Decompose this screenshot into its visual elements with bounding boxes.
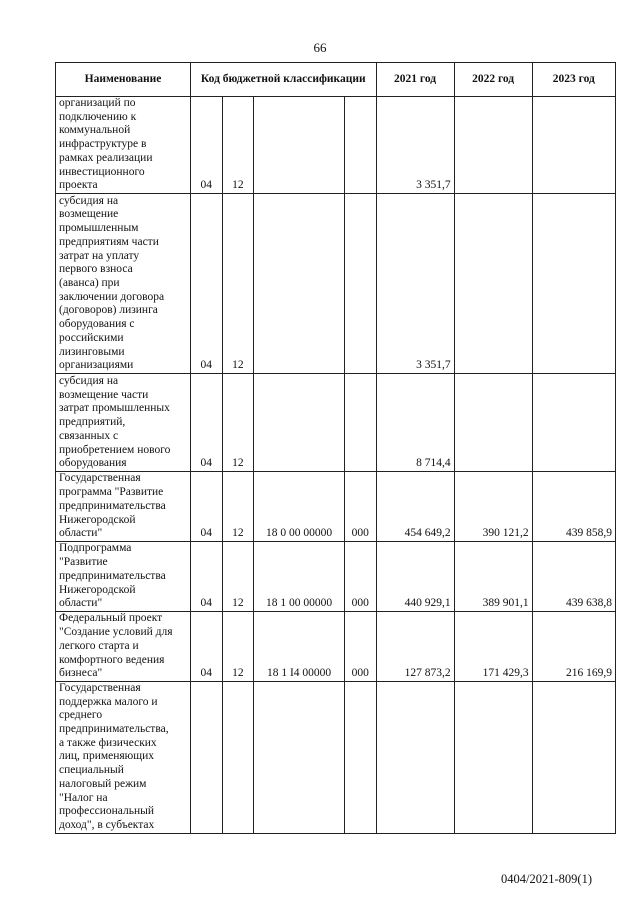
row-code-section: 04 [190, 471, 222, 541]
row-code-expense-type [344, 681, 376, 833]
row-code-target: 18 1 I4 00000 [254, 611, 345, 681]
row-value-2023 [532, 97, 615, 194]
row-value-2021: 127 873,2 [376, 611, 454, 681]
row-value-2022: 171 429,3 [454, 611, 532, 681]
page-number: 66 [313, 40, 327, 55]
row-code-section: 04 [190, 97, 222, 194]
row-value-2021: 8 714,4 [376, 373, 454, 471]
header-code: Код бюджетной классификации [190, 63, 376, 97]
row-code-expense-type: 000 [344, 471, 376, 541]
table-row [56, 611, 616, 681]
row-code-expense-type: 000 [344, 541, 376, 611]
row-value-2023 [532, 681, 615, 833]
row-code-section: 04 [190, 193, 222, 373]
row-code-target [254, 681, 345, 833]
row-code-target [254, 193, 345, 373]
row-value-2023 [532, 373, 615, 471]
row-name: Государственная поддержка малого и среднего предпринимательства, а также физических лиц, применяющих специальный налоговый режим "Налог на профессиональный доход", в субъектах [56, 681, 191, 833]
table-row [56, 373, 616, 471]
budget-table [55, 62, 616, 834]
table-row [56, 471, 616, 541]
header-2023: 2023 год [532, 63, 615, 97]
row-value-2021 [376, 681, 454, 833]
row-name: субсидия на возмещение промышленным предприятиям части затрат на уплату первого взноса (аванса) при заключении договора (договоров) лизинга оборудования с российскими лизинговыми организациями [56, 193, 191, 373]
table-row [56, 97, 616, 194]
header-name: Наименование [56, 63, 191, 97]
row-code-section: 04 [190, 541, 222, 611]
row-code-expense-type: 000 [344, 611, 376, 681]
row-name: Государственная программа "Развитие предпринимательства Нижегородской области" [56, 471, 191, 541]
table-header-row [56, 63, 616, 97]
row-code-expense-type [344, 193, 376, 373]
row-code-subsection: 12 [222, 541, 254, 611]
row-name: организаций по подключению к коммунальной инфраструктуре в рамках реализации инвестиционного проекта [56, 97, 191, 194]
row-code-expense-type [344, 97, 376, 194]
row-code-target: 18 0 00 00000 [254, 471, 345, 541]
row-value-2023 [532, 193, 615, 373]
row-value-2022 [454, 97, 532, 194]
row-code-section: 04 [190, 611, 222, 681]
row-code-target: 18 1 00 00000 [254, 541, 345, 611]
row-name: Подпрограмма "Развитие предпринимательства Нижегородской области" [56, 541, 191, 611]
row-name: субсидия на возмещение части затрат промышленных предприятий, связанных с приобретением нового оборудования [56, 373, 191, 471]
row-name: Федеральный проект "Создание условий для легкого старта и комфортного ведения бизнеса" [56, 611, 191, 681]
row-code-subsection: 12 [222, 193, 254, 373]
table-row [56, 193, 616, 373]
row-value-2021: 454 649,2 [376, 471, 454, 541]
row-value-2022 [454, 193, 532, 373]
table-row [56, 681, 616, 833]
row-code-target [254, 97, 345, 194]
row-value-2023: 216 169,9 [532, 611, 615, 681]
row-code-section [190, 681, 222, 833]
header-2021: 2021 год [376, 63, 454, 97]
row-value-2022: 390 121,2 [454, 471, 532, 541]
header-2022: 2022 год [454, 63, 532, 97]
row-value-2022 [454, 373, 532, 471]
row-code-section: 04 [190, 373, 222, 471]
row-code-expense-type [344, 373, 376, 471]
row-value-2021: 3 351,7 [376, 193, 454, 373]
row-value-2023: 439 858,9 [532, 471, 615, 541]
row-code-subsection [222, 681, 254, 833]
row-code-subsection: 12 [222, 97, 254, 194]
row-code-subsection: 12 [222, 611, 254, 681]
row-value-2022: 389 901,1 [454, 541, 532, 611]
row-code-subsection: 12 [222, 471, 254, 541]
row-code-subsection: 12 [222, 373, 254, 471]
row-value-2022 [454, 681, 532, 833]
row-value-2023: 439 638,8 [532, 541, 615, 611]
row-code-target [254, 373, 345, 471]
table-row [56, 541, 616, 611]
row-value-2021: 3 351,7 [376, 97, 454, 194]
row-value-2021: 440 929,1 [376, 541, 454, 611]
document-code: 0404/2021-809(1) [501, 872, 592, 886]
